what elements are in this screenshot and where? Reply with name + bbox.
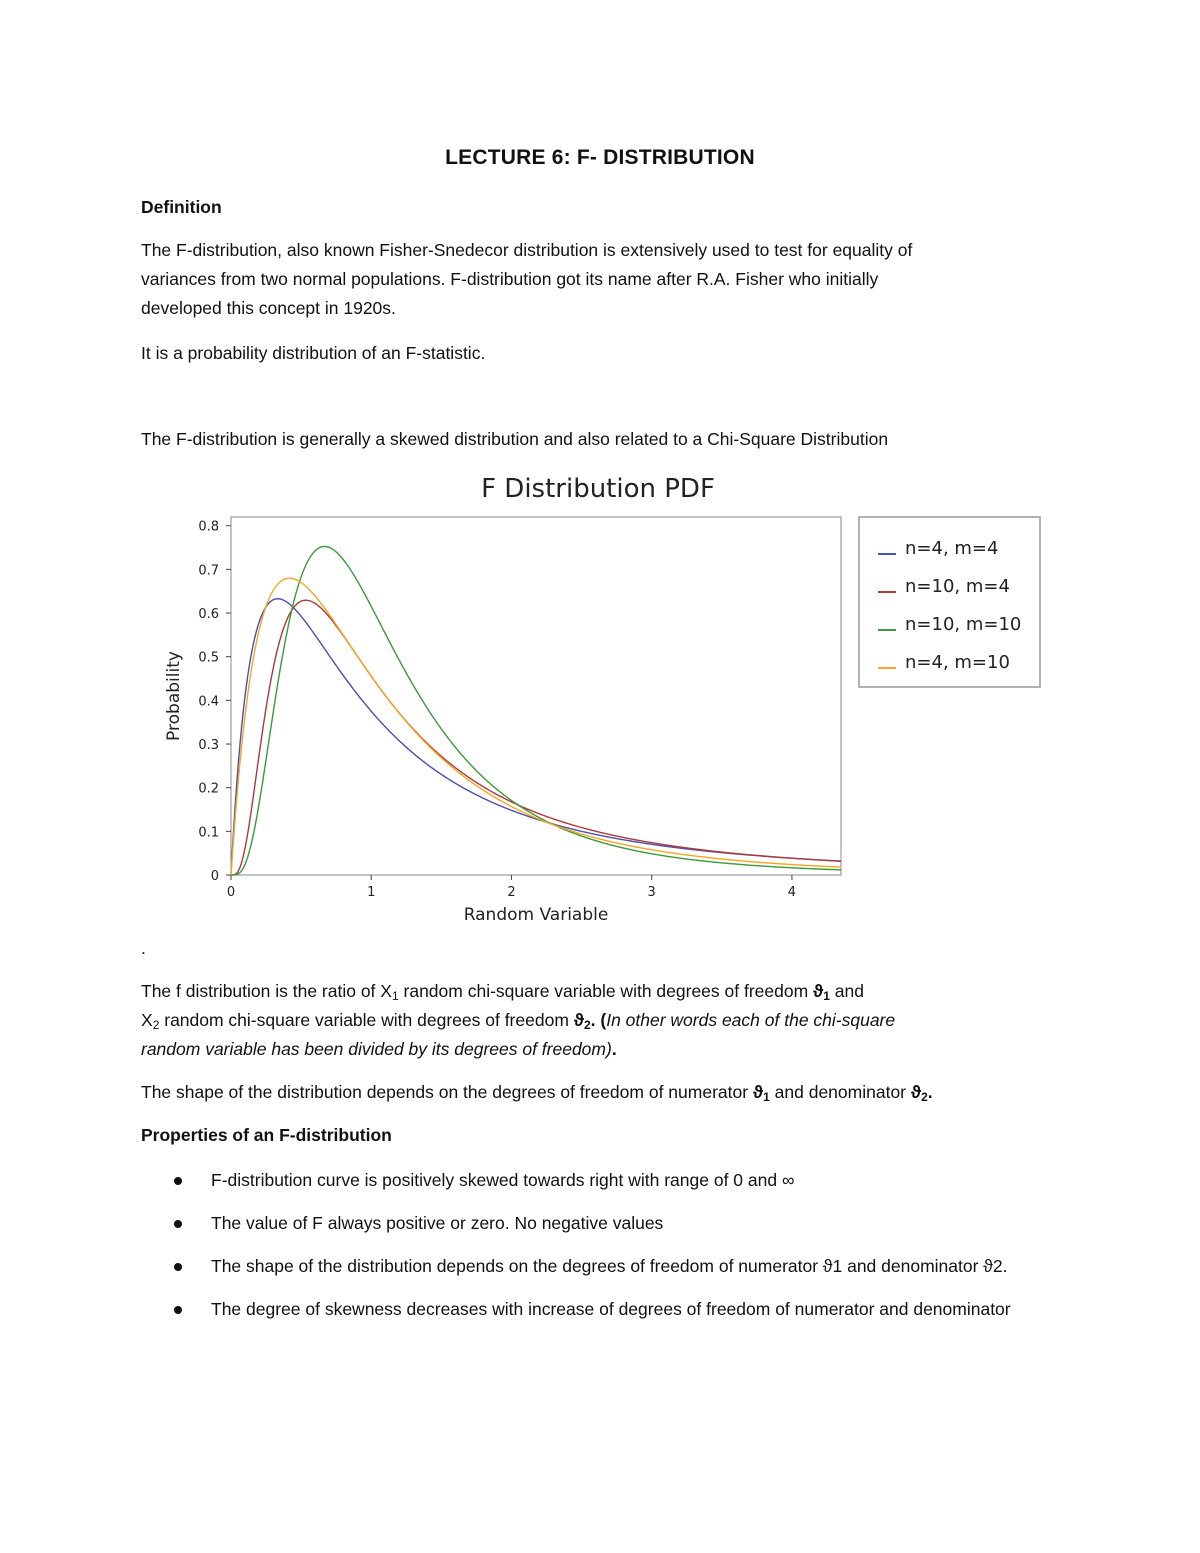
- y-tick-label: 0.8: [198, 519, 219, 535]
- plot-area: [231, 517, 841, 875]
- subscript: 2: [583, 1018, 591, 1032]
- ratio-text: random chi-square variable with degrees of freedom: [159, 1010, 574, 1030]
- y-tick-label: 0.4: [198, 694, 219, 710]
- ratio-italic-text: random variable has been divided by its degrees of freedom): [141, 1039, 612, 1059]
- bullet-icon: [174, 1220, 182, 1228]
- ratio-text: The f distribution is the ratio of X: [141, 981, 392, 1001]
- ratio-italic-text: In other words each of the chi-square: [606, 1010, 896, 1030]
- properties-heading: Properties of an F-distribution: [141, 1125, 392, 1145]
- ratio-text: random chi-square variable with degrees of freedom: [398, 981, 814, 1001]
- y-tick-label: 0.6: [198, 607, 219, 623]
- subscript: 1: [763, 1090, 770, 1104]
- legend-entry: n=10, m=10: [905, 614, 1022, 635]
- properties-list: [141, 1166, 1041, 1338]
- shape-text: .: [927, 1082, 933, 1102]
- bullet-icon: [174, 1306, 182, 1314]
- subscript: 1: [391, 989, 399, 1003]
- list-item-text: The value of F always positive or zero. No negative values: [211, 1213, 664, 1233]
- theta-symbol: ϑ: [813, 981, 824, 1001]
- subscript: 1: [823, 989, 830, 1003]
- shape-paragraph: [141, 1078, 1061, 1112]
- list-item: [141, 1295, 1041, 1324]
- y-tick-label: 0.5: [198, 650, 219, 666]
- chart-title: F Distribution PDF: [481, 474, 715, 504]
- bullet-icon: [174, 1263, 182, 1271]
- theta-symbol: ϑ: [910, 1082, 922, 1102]
- y-tick-label: 0.1: [198, 825, 219, 841]
- definition-heading: Definition: [141, 197, 222, 217]
- theta-symbol: ϑ: [752, 1082, 764, 1102]
- shape-text: The shape of the distribution depends on the degrees of freedom of numerator: [141, 1082, 753, 1102]
- stray-dot: .: [141, 938, 146, 958]
- list-item-text: F-distribution curve is positively skewed towards right with range of 0 and ∞: [211, 1170, 795, 1190]
- y-tick-label: 0.3: [198, 738, 219, 754]
- bullet-icon: [174, 1177, 182, 1185]
- x-tick-label: 1: [367, 885, 376, 900]
- ratio-line-3: [141, 1035, 1061, 1064]
- x-tick-label: 0: [226, 885, 236, 900]
- definition-line-1: The F-distribution, also known Fisher-Snedecor distribution is extensively used to test for equality of: [141, 240, 913, 260]
- subscript: 2: [921, 1090, 928, 1104]
- list-item: [141, 1252, 1011, 1281]
- ratio-text: and: [829, 981, 864, 1001]
- definition-line-2: variances from two normal populations. F-distribution got its name after R.A. Fisher who initially: [141, 269, 879, 289]
- y-axis-label: Probability: [164, 651, 184, 741]
- f-distribution-chart: [150, 462, 1060, 932]
- list-item: [141, 1166, 1041, 1195]
- x-tick-label: 3: [647, 885, 656, 900]
- list-item: [141, 1209, 1041, 1238]
- list-item-text: The shape of the distribution depends on the degrees of freedom of numerator ϑ1 and denominator ϑ2.: [211, 1256, 1008, 1276]
- ratio-text: . (: [590, 1010, 607, 1030]
- x-tick-label: 4: [787, 885, 797, 900]
- chart-svg: [150, 462, 1060, 932]
- legend-entry: n=10, m=4: [905, 576, 1010, 597]
- shape-text: and denominator: [769, 1082, 911, 1102]
- subscript: 2: [152, 1018, 160, 1032]
- lecture-title: LECTURE 6: F- DISTRIBUTION: [445, 146, 755, 169]
- x-tick-label: 2: [507, 885, 516, 900]
- legend-entry: n=4, m=10: [905, 652, 1010, 673]
- definition-line-3: developed this concept in 1920s.: [141, 298, 396, 318]
- x-axis-label: Random Variable: [463, 905, 609, 925]
- probability-paragraph: It is a probability distribution of an F-statistic.: [141, 343, 486, 363]
- y-tick-label: 0.7: [198, 563, 219, 579]
- legend-entry: n=4, m=4: [905, 538, 999, 559]
- skewed-paragraph: The F-distribution is generally a skewed distribution and also related to a Chi-Square Distribution: [141, 429, 889, 449]
- y-tick-label: 0: [210, 869, 219, 884]
- y-tick-label: 0.2: [198, 781, 219, 797]
- list-item-text: The degree of skewness decreases with increase of degrees of freedom of numerator and denominator: [211, 1299, 1011, 1319]
- ratio-text: .: [611, 1039, 617, 1059]
- theta-symbol: ϑ: [573, 1010, 584, 1030]
- ratio-text: X: [141, 1010, 153, 1030]
